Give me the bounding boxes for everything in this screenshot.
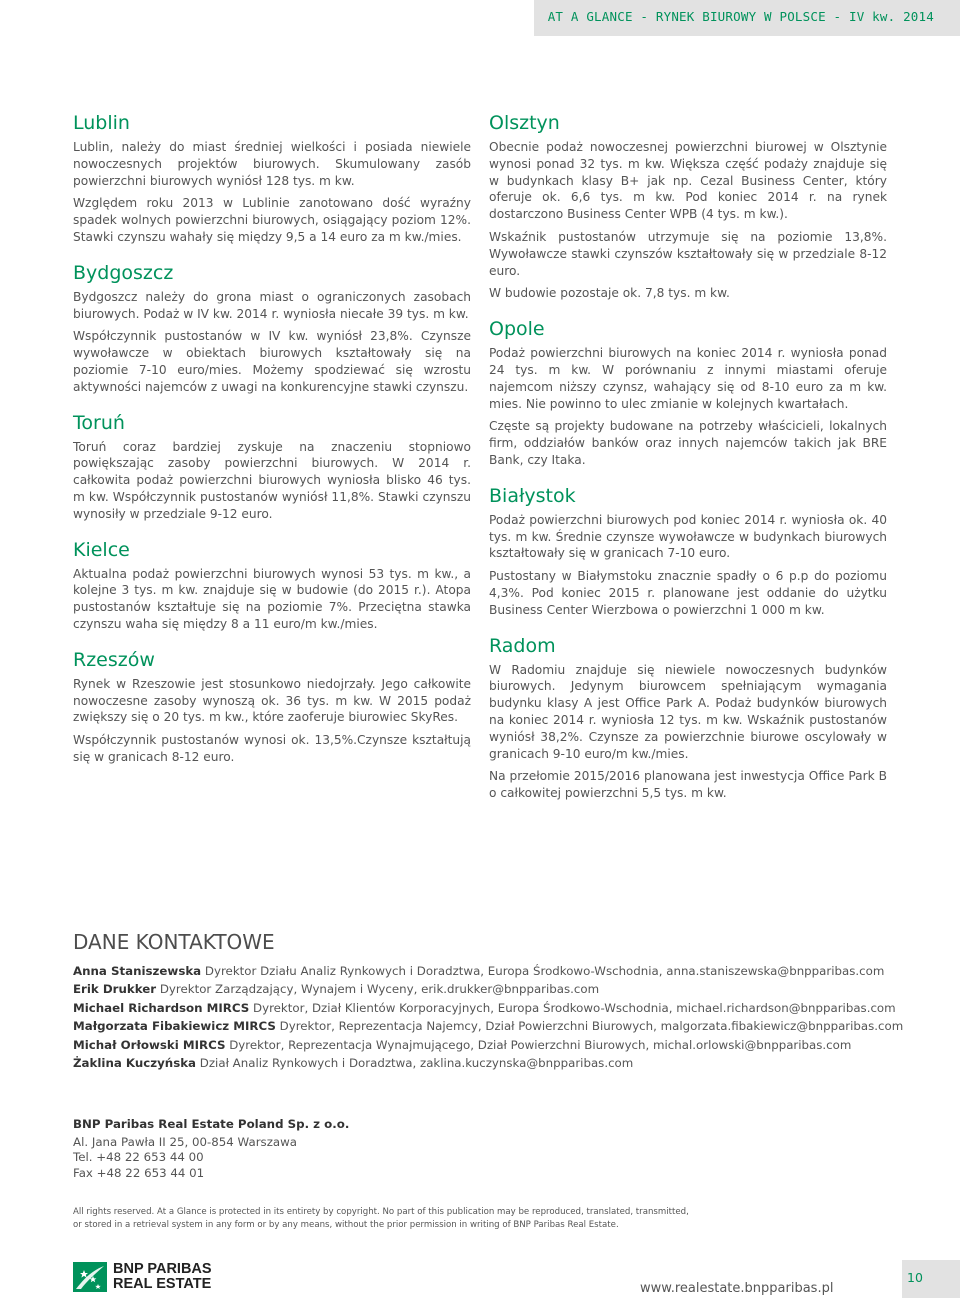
section-paragraph: Współczynnik pustostanów w IV kw. wyniósł 23,8%. Czynsze wywoławcze w obiektach biurowych kształtowały się na poziomie 7-10 euro/mies. Możemy spodziewać się wzrostu aktywności najemców z uwagi na konkurencyjne stawki czynszu. [73,329,471,394]
contact-line [73,962,893,980]
left-column [73,112,471,782]
page-number-box [902,1260,960,1298]
section-opole [489,318,887,469]
contact-details: Dyrektor Działu Analiz Rynkowych i Doradztwa, Europa Środkowo-Wschodnia, anna.staniszewska@bnpparibas.com [204,964,885,978]
section-torun [73,412,471,523]
contact-name: Anna Staniszewska [73,964,202,978]
company-info [73,1117,349,1181]
stars-logo-icon [73,1262,107,1292]
contact-line [73,1036,893,1054]
logo-line-2: REAL ESTATE [113,1276,212,1292]
section-bydgoszcz [73,262,471,396]
contact-name: Żaklina Kuczyńska [73,1056,197,1071]
section-paragraph: Wskaźnik pustostanów utrzymuje się na poziomie 13,8%. Wywoławcze stawki czynszów kształtowały się w przedziale 8-12 euro. [489,229,887,278]
contacts-section [73,930,904,1072]
page-number: 10 [907,1270,923,1285]
contact-line [73,1017,904,1035]
contact-details: Dyrektor, Reprezentacja Wynajmującego, Dział Powierzchni Biurowych, michal.orlowski@bnpparibas.com [229,1037,852,1052]
company-tel: Tel. +48 22 653 44 00 [73,1150,204,1164]
contact-line [73,1054,893,1072]
section-title: Kielce [73,538,130,561]
section-paragraph: W budowie pozostaje ok. 7,8 tys. m kw. [489,286,730,301]
company-address: Al. Jana Pawła II 25, 00-854 Warszawa [73,1134,297,1149]
section-paragraph: Podaż powierzchni biurowych pod koniec 2014 r. wyniosła ok. 40 tys. m kw. Średnie czynsze wywoławcze w budynkach biurowych kształtowały się w granicach 7-10 euro. [489,512,887,561]
copyright-line-2: or stored in a retrieval system in any form or by any means, without the prior permission in writing of BNP Paribas Real Estate. [73,1219,619,1230]
section-paragraph: Na przełomie 2015/2016 planowana jest inwestycja Office Park B o całkowitej powierzchni 5,5 tys. m kw. [489,769,887,801]
contacts-title: DANE KONTAKTOWE [73,930,275,954]
section-paragraph: Współczynnik pustostanów wynosi ok. 13,5%.Czynsze kształtują się w granicach 8-12 euro. [73,733,471,764]
section-paragraph: Częste są projekty budowane na potrzeby właścicieli, lokalnych firm, oddziałów banków oraz innych najemców takich jak BRE Bank, czy Itaka. [489,419,887,467]
section-title: Olsztyn [489,112,560,134]
copyright-line-1: All rights reserved. At a Glance is protected in its entirety by copyright. No part of this publication may be reproduced, translated, transmitted, [73,1207,689,1217]
section-title: Rzeszów [73,648,155,671]
company-fax: Fax +48 22 653 44 01 [73,1165,205,1180]
section-kielce [73,539,471,633]
section-paragraph: Lublin, należy do miast średniej wielkości i posiada niewiele nowoczesnych projektów biurowych. Skumulowany zasób powierzchni biurowych wyniósł 128 tys. m kw. [73,140,471,188]
copyright-notice [73,1206,693,1232]
contact-name: Michał Orłowski MIRCS [73,1037,226,1052]
section-title: Lublin [73,112,130,134]
header-bar [534,0,960,36]
logo-line-1: BNP PARIBAS [113,1261,212,1277]
contact-name: Małgorzata Fibakiewicz MIRCS [73,1019,276,1034]
section-title: Bydgoszcz [73,261,174,284]
section-olsztyn [489,112,887,302]
section-paragraph: Bydgoszcz należy do grona miast o ograniczonych zasobach biurowych. Podaż w IV kw. 2014 r. wyniosła niecałe 39 tys. m kw. [73,289,471,321]
right-column [489,112,887,818]
section-paragraph: Podaż powierzchni biurowych na koniec 2014 r. wyniosła ponad 24 tys. m kw. W porównaniu z innymi miastami oferuje najemcom niższy czynsz, wahający się od 8-10 euro za m kw. mies. Nie powinno to ulec zmianie w kolejnych kwartałach. [489,346,887,411]
section-paragraph: Toruń coraz bardziej zyskuje na znaczeniu stopniowo powiększając zasoby powierzchni biurowych. W 2014 r. całkowita podaż powierzchni biurowych wyniosła blisko 46 tys. m kw. Współczynnik pustostanów wyniósł 11,8%. Stawki czynszu wynosiły w przedziale 9-12 euro. [73,439,471,521]
header-title: AT A GLANCE - RYNEK BIUROWY W POLSCE - IV kw. 2014 [547,9,934,24]
section-paragraph: Rynek w Rzeszowie jest stosunkowo niedojrzały. Jego całkowite nowoczesne zasoby wynoszą ok. 36 tys. m kw. W 2015 podaż zwiększy się o 20 tys. m kw., które zaoferuje biurowiec SkyRes. [73,676,471,725]
section-title: Białystok [489,484,576,507]
contact-details: Dyrektor, Dział Klientów Korporacyjnych, Europa Środkowo-Wschodnia, michael.richardson@bnpparibas.com [253,1000,896,1015]
section-title: Radom [489,634,556,657]
contact-details: Dział Analiz Rynkowych i Doradztwa, zaklina.kuczynska@bnpparibas.com [199,1056,634,1071]
contact-details: Dyrektor, Reprezentacja Najemcy, Dział Powierzchni Biurowych, malgorzata.fibakiewicz@bnpparibas.com [279,1019,904,1034]
section-paragraph: Względem roku 2013 w Lublinie zanotowano dość wyraźny spadek wolnych powierzchni biurowych, osiągający poziom 12%. Stawki czynszu wahały się między 9,5 a 14 euro za m kw./mies. [73,196,471,244]
contact-list [73,962,904,1072]
contact-details: Dyrektor Zarządzający, Wynajem i Wyceny, erik.drukker@bnpparibas.com [159,982,600,997]
website-link[interactable]: www.realestate.bnpparibas.pl [640,1281,834,1296]
section-title: Opole [489,318,545,341]
bnp-paribas-logo [73,1260,212,1294]
section-title: Toruń [73,411,125,434]
section-paragraph: Aktualna podaż powierzchni biurowych wynosi 53 tys. m kw., a kolejne 3 tys. m kw. znajduje się w budowie (do 2015 r.). Atopa pustostanów kształtuje się na poziomie 7%. Przeciętna stawka czynszu waha się między 8 a 11 euro/m kw./mies. [73,566,471,631]
company-name: BNP Paribas Real Estate Poland Sp. z o.o. [73,1117,350,1131]
contact-line [73,980,893,998]
section-rzeszow [73,649,471,766]
contact-line [73,999,896,1017]
section-radom [489,635,887,802]
section-bialystok [489,485,887,619]
contact-name: Michael Richardson MIRCS [73,1000,250,1015]
section-lublin [73,112,471,246]
contact-name: Erik Drukker [73,982,157,997]
section-paragraph: W Radomiu znajduje się niewiele nowoczesnych budynków biurowych. Jedynym biurowcem spełniającym wymagania budynku klasy A jest Office Park A. Podaż budynków biurowych na koniec 2014 r. wyniosła 12 tys. m kw. Wskaźnik pustostanów wyniósł 38,2%. Czynsze za powierzchnie biurowe oscylowały w granicach 9-10 euro/m kw./mies. [489,662,887,761]
logo-text [113,1262,212,1292]
section-paragraph: Pustostany w Białymstoku znacznie spadły o 6 p.p do poziomu 4,3%. Pod koniec 2015 r. planowane jest oddanie do użytku Business Center Wierzbowa o powierzchni 1 000 m kw. [489,569,887,617]
section-paragraph: Obecnie podaż nowoczesnej powierzchni biurowej w Olsztynie wynosi ponad 32 tys. m kw. Większa część podaży znajduje się w budynkach klasy B+ jak np. Cezal Business Center, który oferuje ok. 6,6 tys. m kw. Pod koniec 2014 r. na rynek dostarczono Business Center WPB (4 tys. m kw.). [489,140,887,222]
